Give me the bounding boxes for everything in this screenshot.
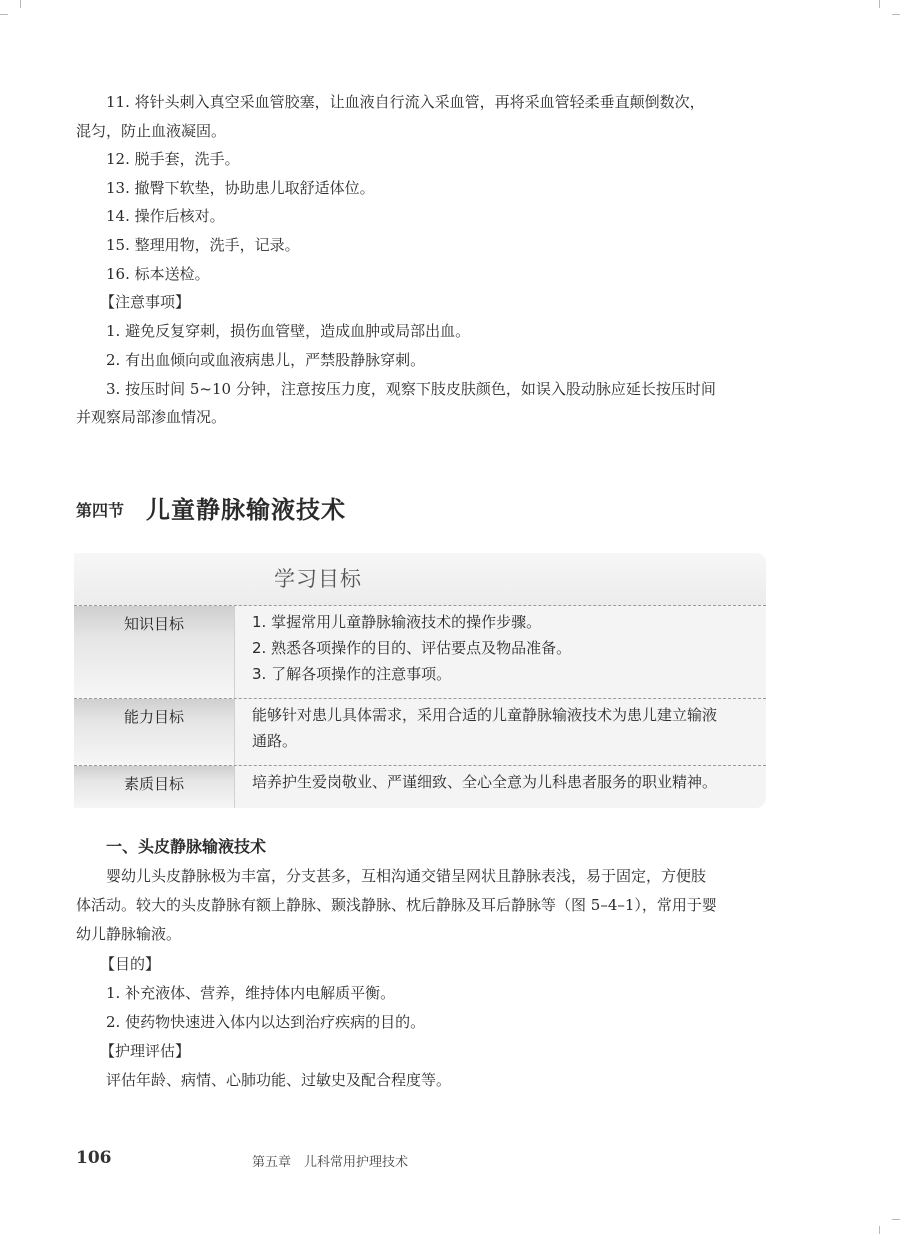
running-footer-chapter: 第五章 儿科常用护理技术 (252, 1155, 409, 1170)
step-11-line-1: 11. 将针头刺入真空采血管胶塞，让血液自行流入采血管，再将采血管轻柔垂直颠倒数次， (106, 93, 705, 111)
crop-mark (879, 1226, 880, 1234)
body-paragraph-line-3: 幼儿静脉输液。 (76, 925, 182, 943)
body-paragraph-line-2: 体活动。较大的头皮静脉有额上静脉、颞浅静脉、枕后静脉及耳后静脉等（图 5–4–1），常用于婴 (76, 896, 717, 914)
note-item-1: 1. 避免反复穿刺，损伤血管壁，造成血肿或局部出血。 (106, 322, 471, 340)
learning-objectives-box (74, 553, 766, 808)
assessment-text: 评估年龄、病情、心肺功能、过敏史及配合程度等。 (106, 1071, 452, 1089)
objective-row-knowledge (74, 605, 766, 698)
section-title: 儿童静脉输液技术 (146, 495, 346, 524)
objective-line: 通路。 (252, 732, 298, 750)
objective-value (252, 609, 752, 687)
purpose-heading: 【目的】 (100, 955, 161, 973)
crop-mark (20, 0, 21, 8)
step-11-line-2: 混匀，防止血液凝固。 (76, 122, 227, 140)
purpose-item-2: 2. 使药物快速进入体内以达到治疗疾病的目的。 (106, 1013, 426, 1031)
objective-label: 能力目标 (123, 708, 184, 726)
subsection-heading: 一、头皮静脉输液技术 (106, 837, 267, 856)
step-15: 15. 整理用物，洗手，记录。 (106, 236, 300, 254)
objective-line: 1. 掌握常用儿童静脉输液技术的操作步骤。 (252, 613, 542, 631)
crop-mark (892, 14, 900, 15)
page-number: 106 (76, 1148, 112, 1168)
purpose-item-1: 1. 补充液体、营养，维持体内电解质平衡。 (106, 984, 396, 1002)
objective-line: 2. 熟悉各项操作的目的、评估要点及物品准备。 (252, 639, 572, 657)
assessment-heading: 【护理评估】 (100, 1042, 191, 1060)
objective-label: 素质目标 (123, 775, 184, 793)
step-16: 16. 标本送检。 (106, 265, 210, 283)
objectives-header (74, 553, 766, 605)
crop-mark (0, 14, 8, 15)
step-14: 14. 操作后核对。 (106, 207, 225, 225)
crop-mark (892, 1219, 900, 1220)
note-item-3-line-2: 并观察局部渗血情况。 (76, 408, 227, 426)
objective-label-cell (74, 606, 235, 698)
objective-line: 培养护生爱岗敬业、严谨细致、全心全意为儿科患者服务的职业精神。 (252, 773, 718, 791)
step-13: 13. 撤臀下软垫，协助患儿取舒适体位。 (106, 179, 375, 197)
note-item-3-line-1: 3. 按压时间 5~10 分钟，注意按压力度，观察下肢皮肤颜色，如误入股动脉应延长按压时间 (106, 380, 716, 398)
objective-row-quality (74, 765, 766, 808)
step-12: 12. 脱手套，洗手。 (106, 150, 240, 168)
crop-mark (879, 0, 880, 8)
section-number: 第四节 (76, 501, 125, 520)
note-item-2: 2. 有出血倾向或血液病患儿，严禁股静脉穿刺。 (106, 351, 426, 369)
objective-value (252, 769, 752, 795)
objective-label: 知识目标 (123, 615, 184, 633)
objectives-header-title: 学习目标 (274, 567, 362, 591)
objective-row-ability (74, 698, 766, 765)
objective-label-cell (74, 699, 235, 765)
objective-line: 3. 了解各项操作的注意事项。 (252, 665, 452, 683)
objective-line: 能够针对患儿具体需求，采用合适的儿童静脉输液技术为患儿建立输液 (252, 706, 718, 724)
objective-label-cell (74, 766, 235, 808)
objective-value (252, 702, 752, 754)
notes-heading: 【注意事项】 (100, 293, 191, 311)
body-paragraph-line-1: 婴幼儿头皮静脉极为丰富，分支甚多，互相沟通交错呈网状且静脉表浅，易于固定，方便肢 (106, 867, 707, 885)
